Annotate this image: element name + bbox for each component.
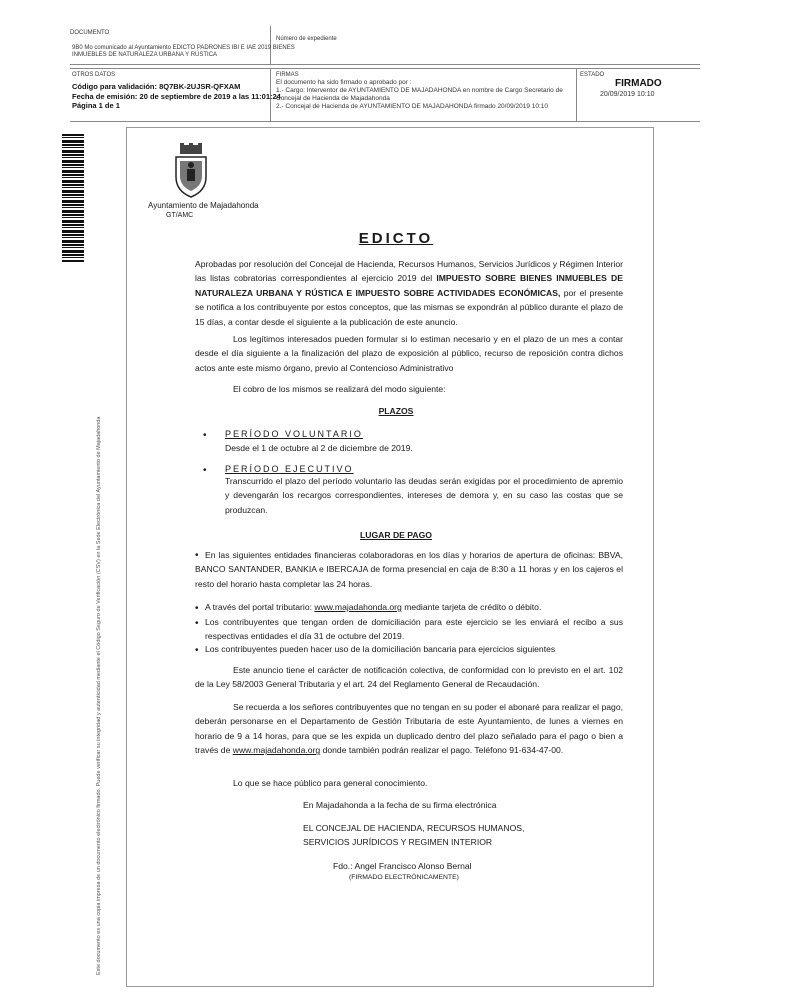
firmas-label: FIRMAS: [276, 72, 299, 78]
firmas-line1: 1.- Cargo: Interventor de AYUNTAMIENTO DE MAJADAHONDA en nombre de Cargo Secretario de: [276, 87, 563, 94]
header-document-label: DOCUMENTO: [70, 30, 110, 36]
side-verification-text: Este documento es una copia impresa de un documento electrónico firmado. Puede verificar su integridad y autenticidad mediante el Código Seguro de Verificación (CSV) en la Sede Electrónica del Ayuntamiento de Majadahonda: [96, 416, 102, 975]
validation-code: Código para validación: 8Q7BK-2UJSR-QFXAM: [72, 82, 241, 91]
voluntary-period-label: PERÍODO VOLUNTARIO: [225, 429, 363, 439]
municipal-crest-icon: [170, 143, 212, 199]
bullet-icon: •: [195, 603, 199, 614]
header-divider: [576, 69, 577, 121]
executive-period-text: Transcurrido el plazo del período voluntario las deudas serán exigidas por el procedimiento de apremio y devengarán los recargos correspondientes, intereses de demora y, en su caso las costas que se produzcan.: [225, 476, 623, 515]
signature-header: [70, 26, 700, 124]
bullet-icon: •: [195, 618, 199, 629]
status-signed: FIRMADO: [615, 78, 662, 89]
bullet-icon: •: [195, 645, 199, 656]
intro-paragraph: [195, 257, 623, 329]
notification-paragraph: Este anuncio tiene el carácter de notificación colectiva, de conformidad con lo previsto en el art. 102 de la Ley 58/2003 General Tributaria y el art. 24 del Reglamento General de Recaudación.: [195, 665, 623, 690]
portal-link[interactable]: www.majadahonda.org: [314, 602, 402, 612]
header-expediente-label: Número de expediente: [276, 36, 337, 42]
portal-text-post: mediante tarjeta de crédito o débito.: [401, 602, 542, 612]
executive-period-label: PERÍODO EJECUTIVO: [225, 464, 354, 474]
signer-name: Fdo.: Angel Francisco Alonso Bernal: [333, 861, 472, 871]
reminder-text-post: donde también podrán realizar el pago. Teléfono 91-634-47-00.: [320, 745, 564, 756]
payment-method-intro: El cobro de los mismos se realizará del modo siguiente:: [233, 384, 446, 394]
payment-banks-paragraph: En las siguientes entidades financieras colaboradoras en los días y horarios de apertura de oficinas: BBVA, BANCO SANTANDER, BANKIA e IBERCAJA de forma presencial en caja de 8:30 a 11 horas y en los cajeros el resto del horario hasta completar las 24 horas.: [195, 550, 623, 589]
firmas-line2: Concejal de Hacienda de Majadahonda: [276, 95, 390, 102]
councillor-title-1: EL CONCEJAL DE HACIENDA, RECURSOS HUMANOS,: [303, 823, 525, 833]
portal-text-pre: A través del portal tributario:: [205, 602, 315, 612]
firmas-line3: 2.- Concejal de Hacienda de AYUNTAMIENTO DE MAJADAHONDA firmado 20/09/2019 10:10: [276, 103, 549, 110]
header-row-signatures: [70, 68, 700, 122]
councillor-title-2: SERVICIOS JURÍDICOS Y REGIMEN INTERIOR: [303, 837, 493, 847]
direct-debit-future-line: Los contribuyentes pueden hacer uso de la domiciliación bancaria para ejercicios siguientes: [205, 644, 556, 654]
bullet-icon: •: [203, 430, 207, 441]
voluntary-period-dates: Desde el 1 de octubre al 2 de diciembre de 2019.: [225, 443, 413, 453]
public-knowledge-line: Lo que se hace público para general conocimiento.: [233, 778, 428, 788]
issue-date: Fecha de emisión: 20 de septiembre de 2019 a las 11:01:24: [72, 92, 281, 101]
recourse-paragraph: Los legítimos interesados pueden formular si lo estiman necesario y en el plazo de un mes a contar desde el día siguiente a la finalización del plazo de exposición al público, recurso de reposición contra dichos actos ante este mismo órgano, previo al Contencioso Administrativo: [195, 334, 623, 373]
electronically-signed: (FIRMADO ELECTRÓNICAMENTE): [349, 874, 459, 881]
plazos-heading: PLAZOS: [378, 406, 414, 416]
reminder-link[interactable]: www.majadahonda.org: [232, 745, 321, 756]
header-document-line1: 9B0 Mo comunicado al Ayuntamiento EDICTO PADRONES IBI E IAE 2019 BIENES: [72, 45, 295, 51]
header-document-line2: INMUEBLES DE NATURALEZA URBANA Y RÚSTICA: [72, 52, 218, 58]
intro-bold-taxes: IMPUESTO SOBRE BIENES INMUEBLES DE NATURALEZA URBANA Y RÚSTICA E IMPUESTO SOBRE ACTIVIDADES ECONÓMICAS,: [195, 273, 623, 298]
intro-text-2: por el presente se notifica a los contribuyente por estos conceptos, que las mismas se expondrán al público durante el plazo de 15 días, a contar desde el siguiente a la publicación de este anuncio.: [195, 287, 623, 327]
page-title: EDICTO: [358, 230, 434, 247]
signature-date-line: En Majadahonda a la fecha de su firma electrónica: [303, 800, 497, 810]
reminder-paragraph: [195, 700, 623, 758]
page-count: Página 1 de 1: [72, 101, 120, 110]
status-date: 20/09/2019 10:10: [600, 91, 655, 98]
bullet-icon: •: [203, 465, 207, 476]
reminder-text-pre: Se recuerda a los señores contribuyentes que no tengan en su poder el abonaré para realizar el pago, deberán personarse en el Departamento de Gestión Tributaria de este Ayuntamiento, de lunes a viernes en horario de 9 a 14 horas, para que se les expida un duplicado dentro del plazo señalado para el pago o bien a través de: [195, 702, 623, 756]
organization-name: Ayuntamiento de Majadahonda: [148, 201, 259, 210]
estado-label: ESTADO: [580, 72, 605, 78]
portal-payment-line: [205, 602, 541, 612]
direct-debit-paragraph: Los contribuyentes que tengan orden de domiciliación para este ejercicio se les enviará el recibo a sus respectivas entidades el día 31 de octubre del 2019.: [205, 617, 623, 642]
header-row-document: [70, 26, 700, 65]
firmas-line0: El documento ha sido firmado o aprobado por :: [276, 79, 412, 86]
header-otros-datos: OTROS DATOS: [72, 72, 116, 78]
lugar-de-pago-heading: LUGAR DE PAGO: [360, 530, 432, 540]
document-reference: GT/AMC: [166, 212, 194, 219]
bullet-icon: •: [195, 550, 199, 561]
intro-text-1: Aprobadas por resolución del Concejal de Hacienda, Recursos Humanos, Servicios Jurídicos y Régimen Interior las listas cobratorias correspondientes al ejercicio 2019 del: [195, 259, 623, 284]
